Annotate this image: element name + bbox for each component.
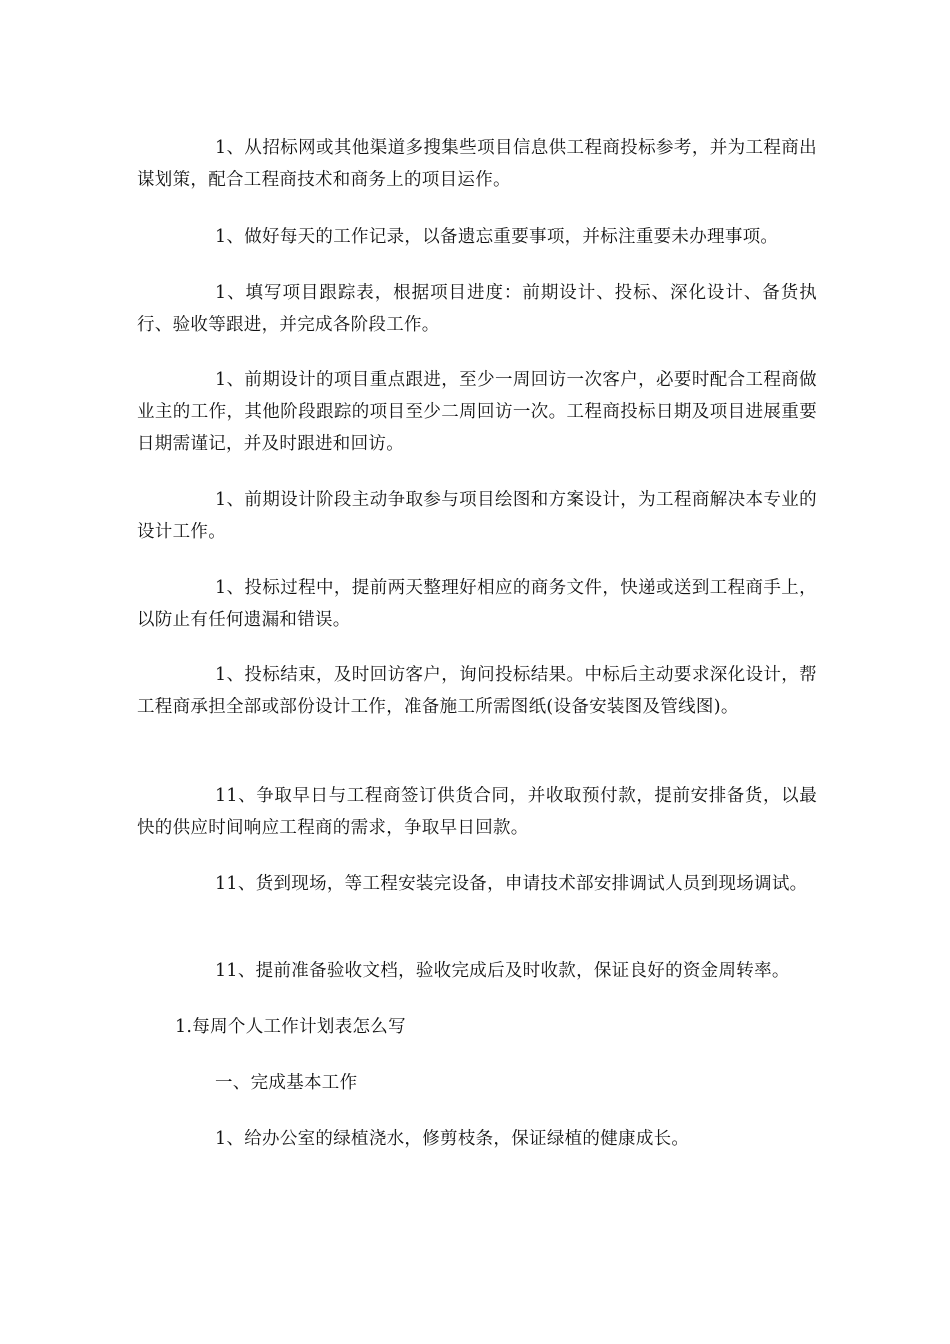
paragraph-4: 1、前期设计的项目重点跟进，至少一周回访一次客户，必要时配合工程商做业主的工作，其他阶段跟踪的项目至少二周回访一次。工程商投标日期及项目进展重要日期需谨记，并及时跟进和回访。 bbox=[137, 370, 817, 454]
paragraph-1: 1、从招标网或其他渠道多搜集些项目信息供工程商投标参考，并为工程商出谋划策，配合工程商技术和商务上的项目运作。 bbox=[137, 138, 817, 190]
paragraph-7: 1、投标结束，及时回访客户，询问投标结果。中标后主动要求深化设计，帮工程商承担全部或部份设计工作，准备施工所需图纸(设备安装图及管线图)。 bbox=[137, 665, 817, 717]
paragraph-3: 1、填写项目跟踪表，根据项目进度：前期设计、投标、深化设计、备货执行、验收等跟进，并完成各阶段工作。 bbox=[137, 283, 817, 335]
paragraph-5: 1、前期设计阶段主动争取参与项目绘图和方案设计，为工程商解决本专业的设计工作。 bbox=[137, 490, 817, 542]
last-item: 1、给办公室的绿植浇水，修剪枝条，保证绿植的健康成长。 bbox=[215, 1129, 690, 1149]
paragraph-9: 11、货到现场，等工程安装完设备，申请技术部安排调试人员到现场调试。 bbox=[215, 874, 808, 894]
paragraph-8: 11、争取早日与工程商签订供货合同，并收取预付款，提前安排备货，以最快的供应时间响应工程商的需求，争取早日回款。 bbox=[137, 786, 817, 838]
paragraph-6: 1、投标过程中，提前两天整理好相应的商务文件，快递或送到工程商手上，以防止有任何遗漏和错误。 bbox=[137, 578, 817, 630]
paragraph-10: 11、提前准备验收文档，验收完成后及时收款，保证良好的资金周转率。 bbox=[215, 961, 790, 981]
subsection-title: 一、完成基本工作 bbox=[215, 1073, 358, 1093]
paragraph-2: 1、做好每天的工作记录，以备遗忘重要事项，并标注重要未办理事项。 bbox=[215, 227, 779, 247]
section-title: 1.每周个人工作计划表怎么写 bbox=[175, 1017, 406, 1037]
